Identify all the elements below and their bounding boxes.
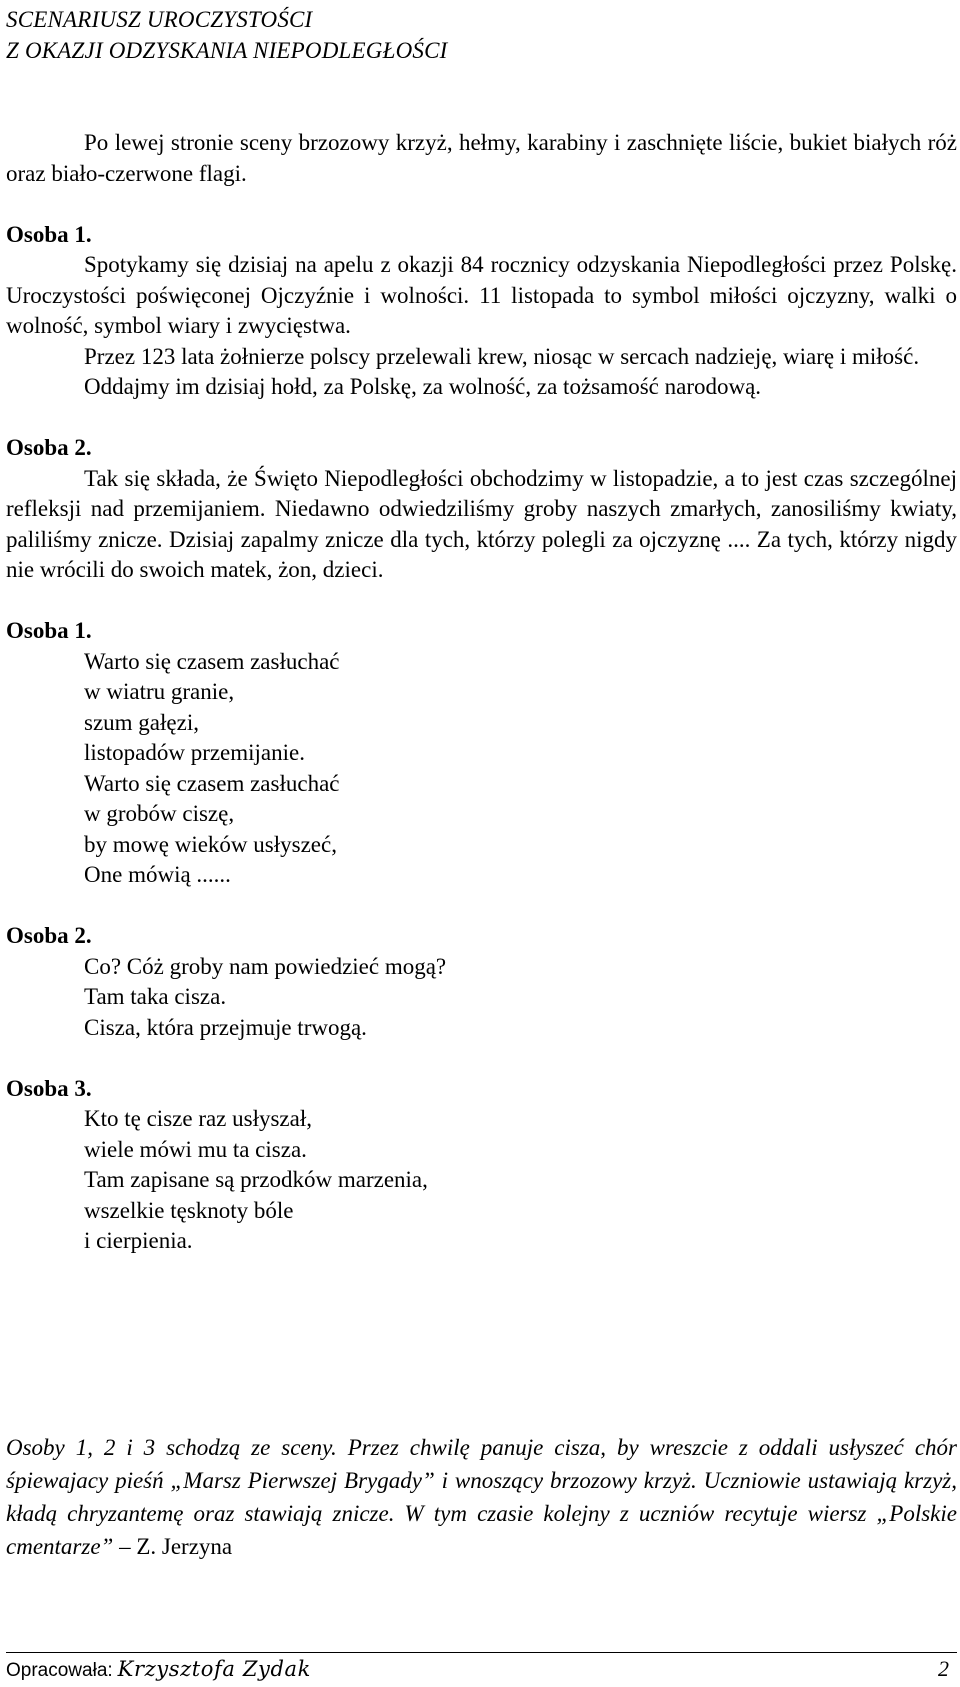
section-osoba-2 <box>6 433 957 586</box>
paragraph: Tak się składa, że Święto Niepodległości obchodzimy w listopadzie, a to jest czas szczególnej refleksji nad przemijaniem. Niedawno odwiedziliśmy groby naszych zmarłych, zanosiliśmy kwiaty, paliliśmy znicze. Dzisiaj zapalmy znicze dla tych, którzy polegli za ojczyznę .... Za tych, którzy nigdy nie wrócili do swoich matek, żon, dzieci. <box>6 465 957 582</box>
verse-line: szum gałęzi, <box>84 709 199 735</box>
verse-line: Tam zapisane są przodków marzenia, <box>84 1167 428 1192</box>
speaker-label: Osoba 1. <box>6 618 92 643</box>
footer-author: Krzysztofa Zydak <box>117 1657 311 1681</box>
stage-direction-text: Osoby 1, 2 i 3 schodzą ze sceny. Przez chwilę panuje cisza, by wreszcie z oddali usłyszeć chór śpiewajacy pieśń „Marsz Pierwszej Brygady” i wnoszący brzozowy krzyż. Uczniowie ustawiają krzyż, kładą chryzantemę oraz stawiają znicze. W tym czasie kolejny z uczniów recytuje wiersz „Polskie cmentarze” – <box>6 1435 957 1559</box>
speaker-label: Osoba 2. <box>6 923 92 948</box>
verse-line: Co? Cóż groby nam powiedzieć mogą? <box>84 953 447 979</box>
footer-label: Opracowała: <box>6 1660 113 1681</box>
verse-line: One mówią ...... <box>84 862 231 887</box>
verse <box>6 647 957 891</box>
verse-line: by mowę wieków usłyszeć, <box>84 831 337 857</box>
speaker-label: Osoba 3. <box>6 1075 92 1101</box>
verse-line: i cierpienia. <box>84 1228 193 1253</box>
page-footer <box>6 1655 957 1685</box>
paragraph: Spotykamy się dzisiaj na apelu z okazji 84 rocznicy odzyskania Niepodległości przez Polskę. Uroczystości poświęconej Ojczyźnie i wolności. 11 listopada to symbol miłości ojczyzny, walki o wolność, symbol wiary i zwycięstwa. <box>6 252 957 338</box>
closing-stage-direction <box>6 1431 957 1563</box>
verse-line: w grobów ciszę, <box>84 801 235 826</box>
document-header <box>6 4 448 66</box>
verse <box>6 1104 957 1257</box>
speaker-label: Osoba 2. <box>6 435 92 460</box>
intro-stage-direction: Po lewej stronie sceny brzozowy krzyż, hełmy, karabiny i zaschnięte liście, bukiet białych róż oraz biało-czerwone flagi. <box>6 130 957 186</box>
header-title-line-2: Z OKAZJI ODZYSKANIA NIEPODLEGŁOŚCI <box>6 38 448 63</box>
section-osoba-1-verse <box>6 616 957 891</box>
section-osoba-3-verse <box>6 1074 957 1257</box>
verse-line: Kto tę cisze raz usłyszał, <box>84 1106 312 1131</box>
document-body <box>6 128 957 1257</box>
page-number: 2 <box>938 1656 949 1681</box>
section-osoba-2-verse <box>6 921 957 1043</box>
verse-line: w wiatru granie, <box>84 679 235 704</box>
verse-line: Cisza, która przejmuje trwogą. <box>84 1014 367 1040</box>
poem-author: Z. Jerzyna <box>136 1534 233 1559</box>
speaker-label: Osoba 1. <box>6 221 92 247</box>
paragraph: Oddajmy im dzisiaj hołd, za Polskę, za wolność, za tożsamość narodową. <box>84 374 762 399</box>
footer-divider <box>6 1652 957 1653</box>
header-title-line-1: SCENARIUSZ UROCZYSTOŚCI <box>6 7 313 32</box>
verse-line: Warto się czasem zasłuchać <box>84 648 340 674</box>
verse <box>6 952 957 1044</box>
verse-line: wiele mówi mu ta cisza. <box>84 1136 307 1162</box>
verse-line: Warto się czasem zasłuchać <box>84 770 340 796</box>
verse-line: listopadów przemijanie. <box>84 740 305 765</box>
paragraph: Przez 123 lata żołnierze polscy przelewali krew, niosąc w sercach nadzieję, wiarę i miłość. <box>84 343 920 369</box>
section-osoba-1 <box>6 220 957 403</box>
verse-line: wszelkie tęsknoty bóle <box>84 1197 294 1223</box>
verse-line: Tam taka cisza. <box>84 984 227 1009</box>
